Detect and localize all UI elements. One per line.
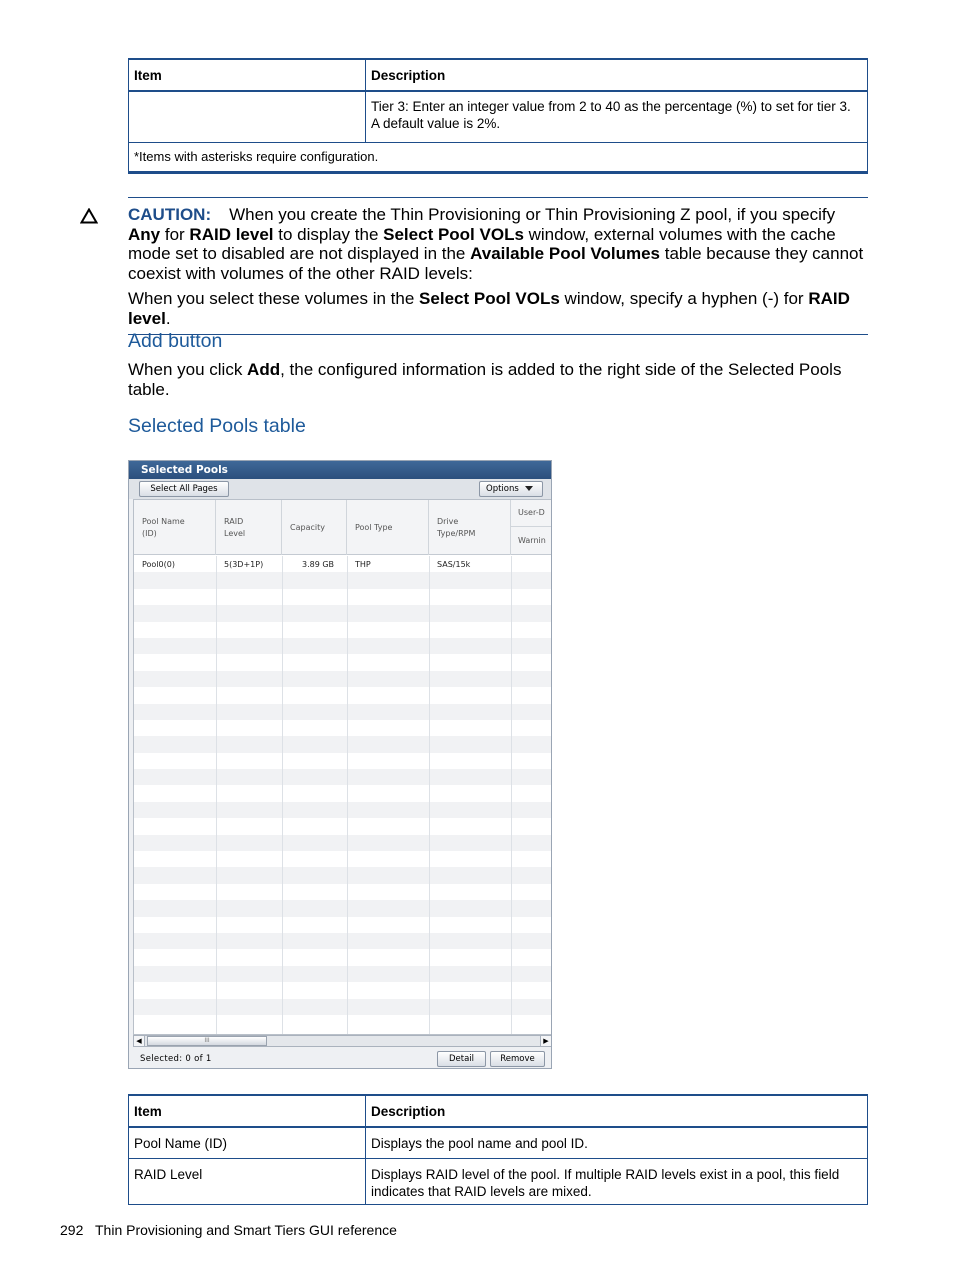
add-button-heading: Add button bbox=[128, 330, 223, 352]
selected-pools-grid bbox=[133, 499, 552, 1035]
col-label: (ID) bbox=[142, 529, 157, 538]
text-run: to display the bbox=[273, 224, 384, 244]
empty-row bbox=[134, 589, 551, 605]
pool-name-cell: Pool0(0) bbox=[142, 560, 175, 569]
empty-row bbox=[134, 671, 551, 687]
scroll-right-icon[interactable]: ▶ bbox=[540, 1036, 551, 1046]
col-label: RAID bbox=[224, 517, 244, 526]
page-footer bbox=[60, 1222, 397, 1238]
options-label: Options bbox=[486, 484, 519, 494]
col-header-item: Item bbox=[129, 1095, 366, 1127]
description-cell: Displays RAID level of the pool. If multiple RAID levels exist in a pool, this field indicates that RAID levels are mixed. bbox=[366, 1158, 868, 1204]
col-warning-label: Warnin bbox=[518, 536, 546, 545]
empty-row bbox=[134, 622, 551, 638]
empty-row bbox=[134, 638, 551, 654]
empty-row bbox=[134, 704, 551, 720]
text-run: , the configured information is added to the right side of the Selected Pools table. bbox=[128, 360, 842, 399]
empty-row bbox=[134, 867, 551, 883]
col-label: Level bbox=[224, 529, 246, 538]
empty-row bbox=[134, 605, 551, 621]
table-row bbox=[129, 1158, 868, 1204]
chevron-down-icon bbox=[525, 486, 533, 491]
empty-row bbox=[134, 753, 551, 769]
col-header-description: Description bbox=[366, 59, 868, 91]
horizontal-scrollbar[interactable] bbox=[133, 1035, 552, 1047]
col-label: Pool Type bbox=[355, 523, 393, 532]
empty-row bbox=[134, 818, 551, 834]
scroll-thumb[interactable]: III bbox=[147, 1036, 267, 1046]
selection-count: Selected: 0 of 1 bbox=[140, 1054, 212, 1064]
empty-row bbox=[134, 966, 551, 982]
scroll-left-icon[interactable]: ◀ bbox=[134, 1036, 145, 1046]
item-cell bbox=[129, 91, 366, 142]
text-run: When you select these volumes in the bbox=[128, 289, 420, 308]
col-label: Type/RPM bbox=[437, 529, 476, 538]
add-button-description bbox=[128, 360, 868, 400]
empty-row bbox=[134, 884, 551, 900]
remove-button[interactable]: Remove bbox=[490, 1051, 545, 1067]
text-run: When you click bbox=[128, 360, 248, 379]
empty-row bbox=[134, 933, 551, 949]
top-item-table bbox=[128, 58, 868, 174]
col-user-defined[interactable] bbox=[511, 500, 552, 555]
empty-row bbox=[134, 736, 551, 752]
panel-footer bbox=[129, 1049, 551, 1069]
text-run: When you create the Thin Provisioning or Thin Provisioning Z pool, if you specify bbox=[229, 205, 836, 224]
bold-term: Any bbox=[128, 224, 161, 244]
text-run: for bbox=[160, 224, 190, 244]
caution-label: CAUTION: bbox=[128, 205, 212, 224]
bold-term: RAID level bbox=[189, 224, 274, 244]
empty-row bbox=[134, 687, 551, 703]
grid-rows bbox=[134, 556, 551, 1031]
caution-note bbox=[128, 197, 868, 335]
item-cell: RAID Level bbox=[129, 1158, 366, 1204]
bold-term: Add bbox=[247, 360, 281, 379]
table-row bbox=[129, 1127, 868, 1158]
empty-row bbox=[134, 785, 551, 801]
col-pool-name[interactable] bbox=[134, 500, 216, 555]
col-drive-type[interactable] bbox=[429, 500, 511, 555]
empty-row bbox=[134, 949, 551, 965]
bold-term: Select Pool VOLs bbox=[383, 224, 524, 244]
empty-row bbox=[134, 900, 551, 916]
empty-row bbox=[134, 835, 551, 851]
bold-term: Available Pool Volumes bbox=[470, 244, 660, 263]
text-run: window, specify a hyphen (-) for bbox=[559, 289, 809, 308]
empty-row bbox=[134, 982, 551, 998]
col-user-defined-label: User-D bbox=[511, 500, 552, 527]
empty-row bbox=[134, 1015, 551, 1031]
bold-term: Select Pool VOLs bbox=[419, 289, 560, 308]
panel-title: Selected Pools bbox=[129, 461, 551, 479]
col-label: Capacity bbox=[290, 523, 325, 532]
selected-pools-screenshot bbox=[128, 460, 552, 1069]
footer-title: Thin Provisioning and Smart Tiers GUI reference bbox=[95, 1222, 397, 1238]
table-footnote: *Items with asterisks require configuration. bbox=[129, 142, 868, 172]
raid-level-cell: 5(3D+1P) bbox=[224, 560, 264, 569]
empty-row bbox=[134, 917, 551, 933]
table-row bbox=[129, 91, 868, 142]
description-cell: Displays the pool name and pool ID. bbox=[366, 1127, 868, 1158]
col-header-description: Description bbox=[366, 1095, 868, 1127]
col-header-item: Item bbox=[129, 59, 366, 91]
col-capacity[interactable] bbox=[282, 500, 347, 555]
item-cell: Pool Name (ID) bbox=[129, 1127, 366, 1158]
bottom-item-table bbox=[128, 1094, 868, 1205]
empty-row bbox=[134, 572, 551, 588]
select-all-pages-button[interactable]: Select All Pages bbox=[139, 481, 229, 497]
table-row[interactable] bbox=[134, 556, 551, 572]
empty-row bbox=[134, 999, 551, 1015]
col-pool-type[interactable] bbox=[347, 500, 429, 555]
grid-header bbox=[134, 500, 551, 555]
empty-row bbox=[134, 851, 551, 867]
caution-paragraph-2 bbox=[128, 289, 868, 328]
bold-term: RAID level bbox=[128, 289, 850, 328]
col-label: Drive bbox=[437, 517, 459, 526]
pool-type-cell: THP bbox=[355, 560, 371, 569]
empty-row bbox=[134, 769, 551, 785]
selected-pools-heading: Selected Pools table bbox=[128, 415, 306, 437]
page-number: 292 bbox=[60, 1222, 84, 1238]
col-label: Pool Name bbox=[142, 517, 185, 526]
detail-button[interactable]: Detail bbox=[437, 1051, 486, 1067]
empty-row bbox=[134, 720, 551, 736]
text-run: window, external volumes with the cache mode set to disabled are not displayed in the bbox=[128, 224, 836, 263]
capacity-cell: 3.89 GB bbox=[302, 560, 335, 569]
col-raid-level[interactable] bbox=[216, 500, 282, 555]
empty-row bbox=[134, 802, 551, 818]
description-cell: Tier 3: Enter an integer value from 2 to 40 as the percentage (%) to set for tier 3. A default value is 2%. bbox=[366, 91, 868, 142]
empty-row bbox=[134, 654, 551, 670]
options-button[interactable] bbox=[479, 481, 543, 497]
text-run: . bbox=[165, 308, 171, 328]
caution-icon bbox=[80, 208, 98, 224]
caution-paragraph-1 bbox=[128, 205, 868, 283]
text-run: table because they cannot coexist with volumes of the other RAID levels: bbox=[128, 244, 864, 283]
drive-type-cell: SAS/15k bbox=[437, 560, 471, 569]
panel-toolbar bbox=[129, 479, 551, 499]
